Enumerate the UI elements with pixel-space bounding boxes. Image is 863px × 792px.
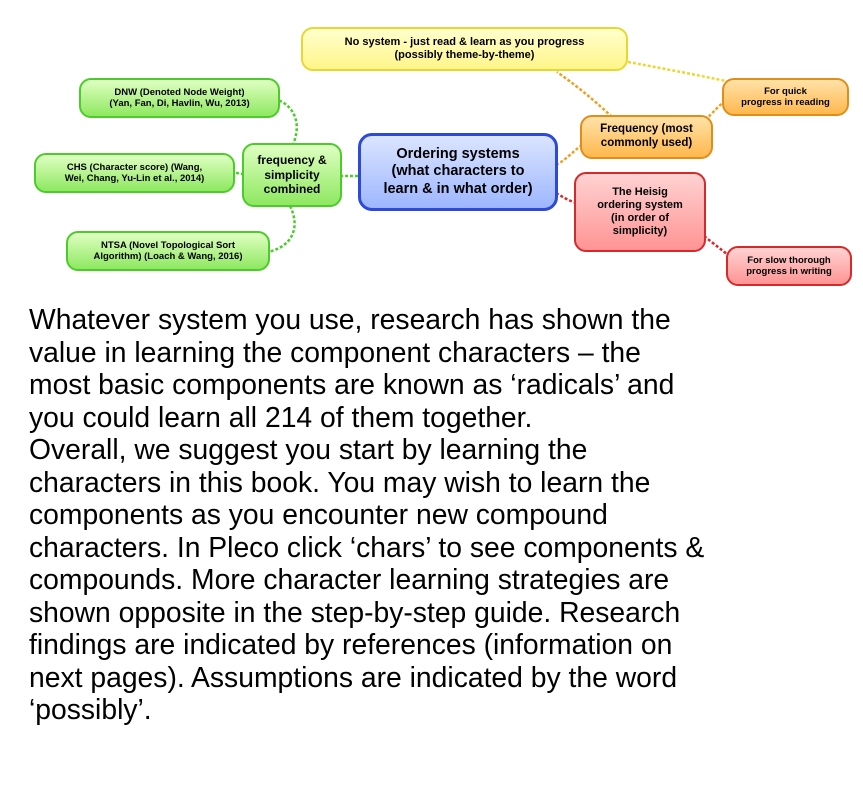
node-line: Frequency (most bbox=[600, 123, 693, 136]
node-line: (Yan, Fan, Di, Havlin, Wu, 2013) bbox=[109, 98, 250, 109]
node-line: The Heisig bbox=[612, 185, 668, 198]
body-line: Whatever system you use, research has shown the bbox=[29, 303, 671, 335]
node-line: simplicity) bbox=[612, 225, 668, 238]
dnw-node bbox=[79, 78, 280, 118]
node-line: frequency & bbox=[257, 153, 327, 168]
node-line: Algorithm) (Loach & Wang, 2016) bbox=[93, 251, 243, 262]
body-line: shown opposite in the step-by-step guide. Research bbox=[29, 595, 681, 628]
node-line: No system - just read & learn as you progress bbox=[344, 35, 585, 48]
node-line: CHS (Character score) (Wang, bbox=[66, 161, 203, 173]
node-line: Wei, Chang, Yu-Lin et al., 2014) bbox=[64, 173, 205, 184]
ordering-systems-mind-map bbox=[0, 0, 863, 295]
body-line: next pages). Assumptions are indicated by the word bbox=[29, 660, 678, 693]
connector-frequency-nosystem bbox=[557, 72, 612, 117]
body-line: ‘possibly’. bbox=[29, 693, 152, 725]
node-line: learn & in what order) bbox=[383, 180, 533, 197]
body-line: most basic components are known as ‘radicals’ and bbox=[29, 368, 675, 400]
node-line: progress in writing bbox=[746, 266, 832, 277]
node-line: (possibly theme-by-theme) bbox=[394, 49, 535, 61]
body-line: characters in this book. You may wish to learn the bbox=[29, 465, 651, 498]
heisig-system-node bbox=[574, 172, 706, 252]
ordering-systems-node bbox=[358, 133, 558, 211]
frequency-simplicity-combined-node bbox=[242, 143, 342, 207]
node-line: ordering system bbox=[597, 198, 683, 211]
node-line: commonly used) bbox=[600, 137, 693, 149]
body-line: you could learn all 214 of them together. bbox=[29, 400, 533, 433]
body-line: findings are indicated by references (information on bbox=[29, 628, 673, 660]
node-line: progress in reading bbox=[741, 97, 830, 108]
frequency-node bbox=[580, 115, 713, 159]
connector-nosystem-quick bbox=[628, 62, 740, 84]
body-paragraph bbox=[29, 303, 857, 726]
node-line: (in order of bbox=[610, 212, 670, 224]
node-line: Ordering systems bbox=[396, 145, 520, 162]
chs-node bbox=[34, 153, 235, 193]
connector-center-frequency bbox=[556, 145, 582, 165]
node-line: NTSA (Novel Topological Sort bbox=[100, 239, 236, 251]
ntsa-node bbox=[66, 231, 270, 271]
no-system-node bbox=[301, 27, 628, 71]
body-line: characters. In Pleco click ‘chars’ to see components & bbox=[29, 530, 705, 563]
connector-heisig-slow bbox=[704, 236, 728, 255]
body-line: Overall, we suggest you start by learning the bbox=[29, 433, 588, 465]
node-line: DNW (Denoted Node Weight) bbox=[114, 86, 245, 98]
slow-progress-node bbox=[726, 246, 852, 286]
body-line: compounds. More character learning strategies are bbox=[29, 563, 670, 595]
node-line: (what characters to bbox=[391, 163, 525, 180]
body-line: components as you encounter new compound bbox=[29, 498, 608, 530]
node-line: For slow thorough bbox=[747, 254, 831, 266]
node-line: simplicity bbox=[264, 167, 320, 182]
node-line: combined bbox=[263, 182, 321, 197]
quick-progress-node bbox=[722, 78, 849, 116]
connector-combined-ntsa bbox=[268, 206, 295, 252]
body-line: value in learning the component characters – the bbox=[29, 335, 641, 368]
node-line: For quick bbox=[764, 85, 807, 97]
